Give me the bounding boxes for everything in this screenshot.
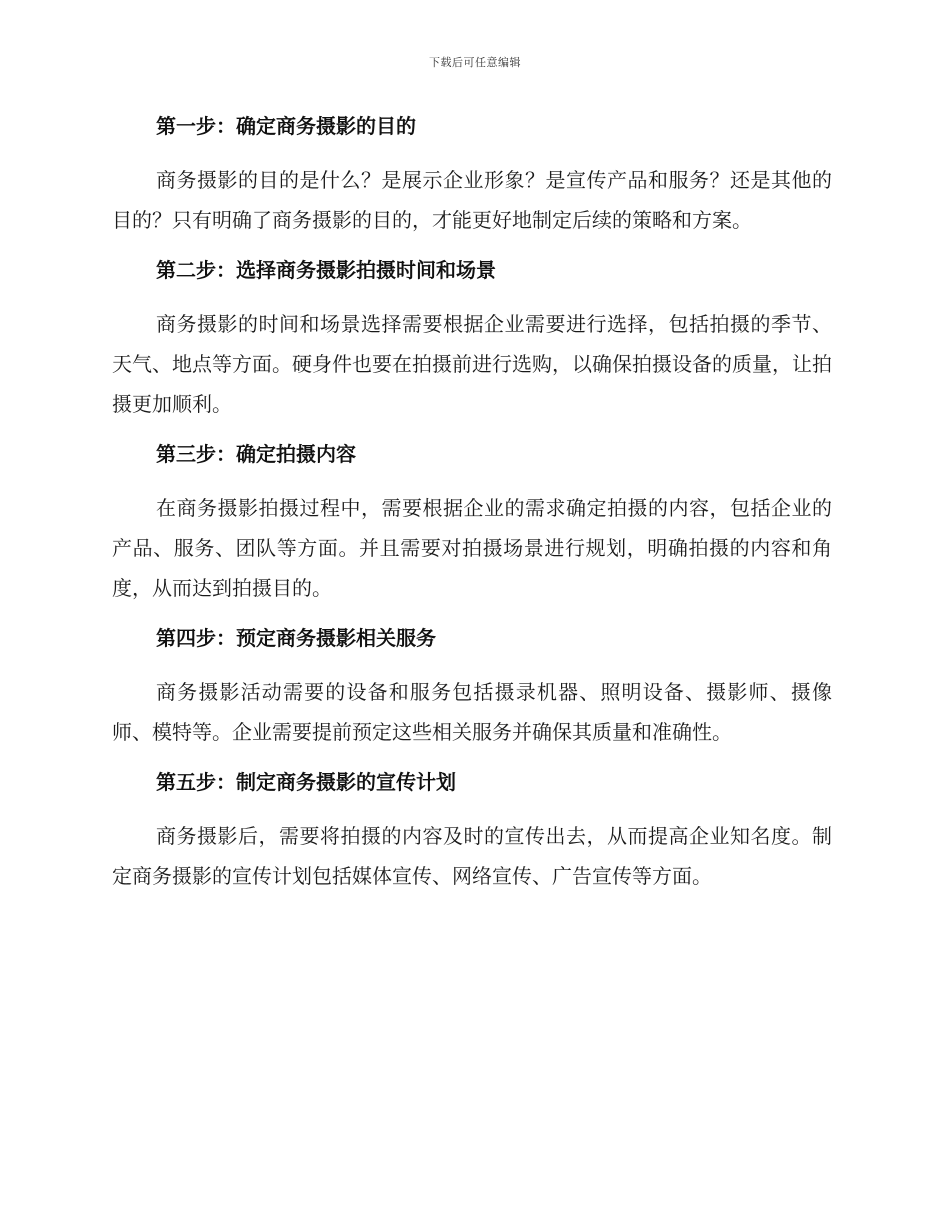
step-paragraph: 商务摄影的目的是什么？是展示企业形象？是宣传产品和服务？还是其他的目的？只有明确了商务摄影的目的，才能更好地制定后续的策略和方案。 <box>112 168 832 232</box>
step-heading: 第三步：确定拍摄内容 <box>156 442 356 466</box>
step-paragraph: 商务摄影后，需要将拍摄的内容及时的宣传出去，从而提高企业知名度。制定商务摄影的宣传计划包括媒体宣传、网络宣传、广告宣传等方面。 <box>112 824 832 888</box>
step-heading: 第五步：制定商务摄影的宣传计划 <box>156 770 456 794</box>
page-header: 下载后可任意编辑 <box>429 56 521 69</box>
step-4 <box>112 623 832 752</box>
step-heading: 第二步：选择商务摄影拍摄时间和场景 <box>156 258 496 282</box>
document-content <box>112 111 832 911</box>
step-3 <box>112 439 832 608</box>
step-1 <box>112 111 832 240</box>
step-paragraph: 商务摄影的时间和场景选择需要根据企业需要进行选择，包括拍摄的季节、天气、地点等方面。硬身件也要在拍摄前进行选购，以确保拍摄设备的质量，让拍摄更加顺利。 <box>112 312 832 416</box>
step-heading: 第一步：确定商务摄影的目的 <box>156 114 416 138</box>
step-paragraph: 商务摄影活动需要的设备和服务包括摄录机器、照明设备、摄影师、摄像师、模特等。企业需要提前预定这些相关服务并确保其质量和准确性。 <box>112 680 832 744</box>
step-5 <box>112 767 832 896</box>
step-heading: 第四步：预定商务摄影相关服务 <box>156 626 436 650</box>
step-paragraph: 在商务摄影拍摄过程中，需要根据企业的需求确定拍摄的内容，包括企业的产品、服务、团队等方面。并且需要对拍摄场景进行规划，明确拍摄的内容和角度，从而达到拍摄目的。 <box>112 496 832 600</box>
step-2 <box>112 255 832 424</box>
